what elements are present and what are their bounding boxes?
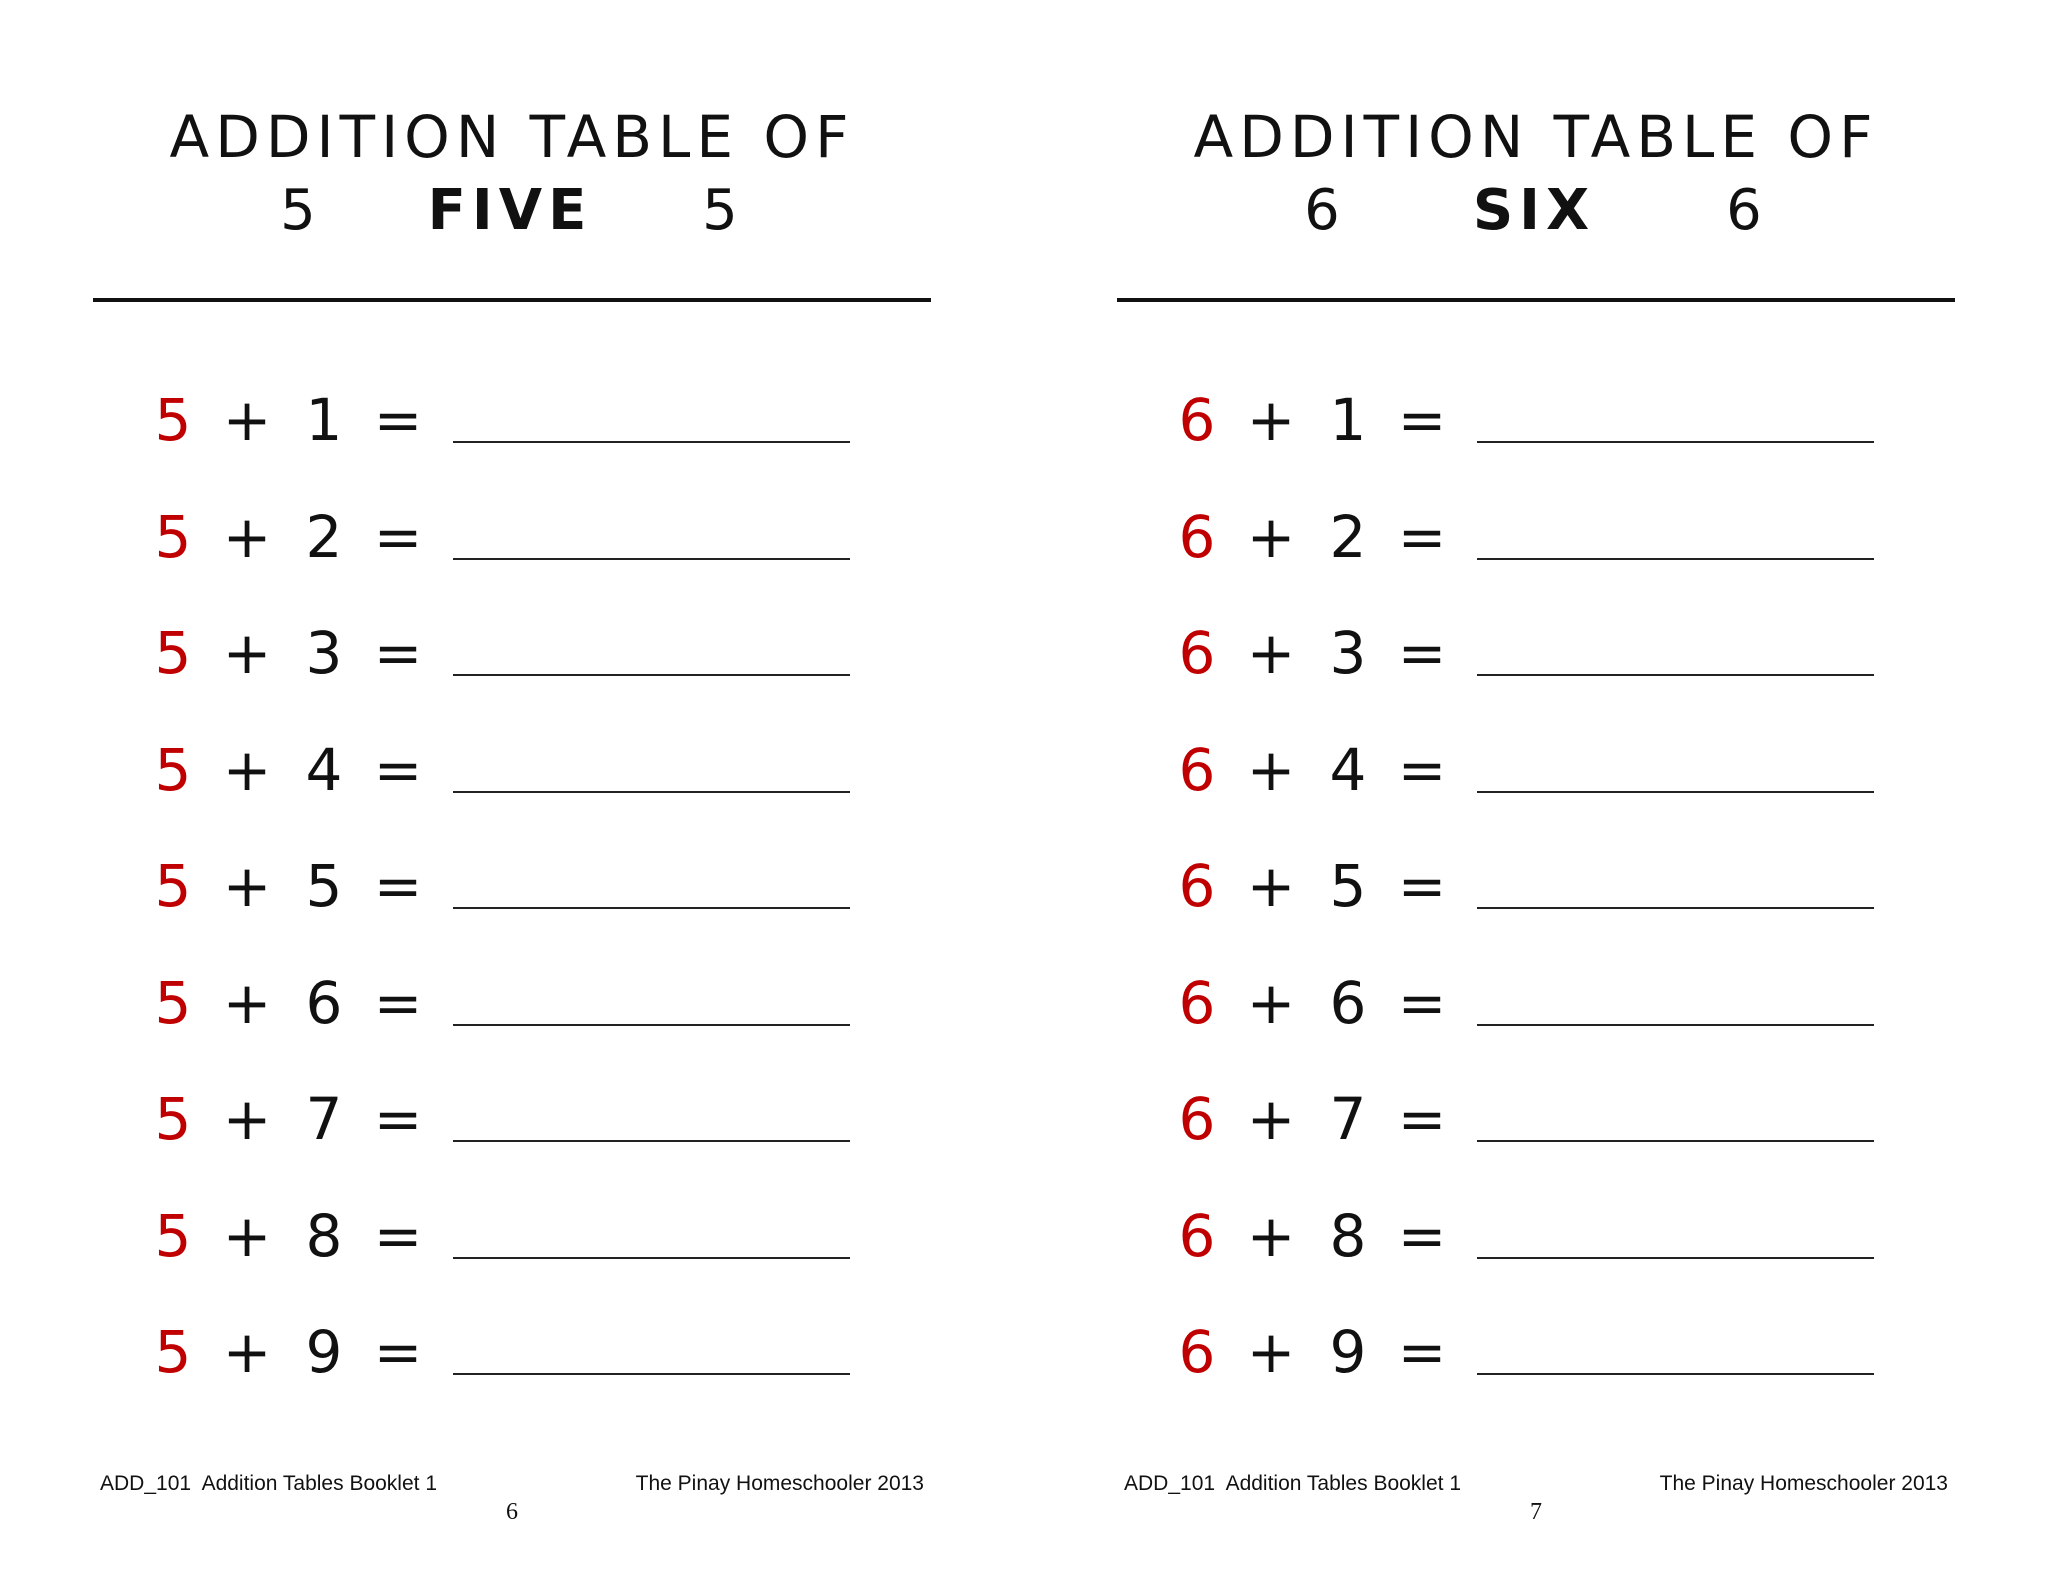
equals-sign: = <box>373 1201 423 1270</box>
equation-row <box>1024 492 2048 582</box>
page-number: 6 <box>506 1499 518 1525</box>
answer-blank[interactable] <box>453 1140 850 1142</box>
base-digit: 6 <box>1178 386 1216 454</box>
heading-number-right: 6 <box>1726 178 1762 243</box>
answer-blank[interactable] <box>1477 907 1874 909</box>
plus-sign: + <box>222 968 272 1037</box>
addend-digit: 2 <box>1329 502 1367 571</box>
plus-sign: + <box>1246 1318 1296 1386</box>
answer-blank[interactable] <box>453 1257 850 1259</box>
equals-sign: = <box>373 968 423 1037</box>
page-number: 7 <box>1530 1499 1542 1525</box>
heading-number-left: 5 <box>280 178 316 243</box>
answer-blank[interactable] <box>453 1024 850 1026</box>
plus-sign: + <box>222 502 272 571</box>
base-digit: 6 <box>1178 1201 1216 1270</box>
equals-sign: = <box>373 386 423 454</box>
addend-digit: 5 <box>305 852 343 920</box>
equation-row <box>1024 375 2048 465</box>
footer-booklet-label: ADD_101 Addition Tables Booklet 1 <box>1124 1472 1462 1495</box>
equals-sign: = <box>1397 1085 1447 1153</box>
addend-digit: 6 <box>305 968 343 1037</box>
plus-sign: + <box>222 1085 272 1153</box>
equation-row <box>0 375 1024 465</box>
answer-blank[interactable] <box>453 791 850 793</box>
answer-blank[interactable] <box>1477 441 1874 443</box>
plus-sign: + <box>222 852 272 920</box>
plus-sign: + <box>222 619 272 687</box>
base-digit: 6 <box>1178 1085 1216 1153</box>
footer-publisher: The Pinay Homeschooler 2013 <box>1659 1472 1948 1495</box>
plus-sign: + <box>1246 1085 1296 1153</box>
addend-digit: 9 <box>1329 1318 1367 1386</box>
heading-number-right: 5 <box>702 178 738 243</box>
base-digit: 5 <box>154 386 192 454</box>
equation-row <box>0 1074 1024 1164</box>
base-digit: 5 <box>154 1318 192 1386</box>
addend-digit: 7 <box>1329 1085 1367 1153</box>
heading-divider <box>93 298 931 302</box>
equals-sign: = <box>373 735 423 804</box>
equals-sign: = <box>1397 619 1447 687</box>
equals-sign: = <box>1397 1318 1447 1386</box>
plus-sign: + <box>1246 852 1296 920</box>
equation-row <box>0 841 1024 931</box>
heading-number-word: SIX <box>1472 178 1596 243</box>
base-digit: 6 <box>1178 968 1216 1037</box>
plus-sign: + <box>1246 502 1296 571</box>
equation-row <box>1024 1074 2048 1164</box>
addend-digit: 5 <box>1329 852 1367 920</box>
equals-sign: = <box>1397 1201 1447 1270</box>
plus-sign: + <box>1246 386 1296 454</box>
equation-row <box>1024 958 2048 1048</box>
equation-row <box>1024 1191 2048 1281</box>
base-digit: 6 <box>1178 502 1216 571</box>
addend-digit: 8 <box>1329 1201 1367 1270</box>
answer-blank[interactable] <box>1477 1024 1874 1026</box>
plus-sign: + <box>1246 968 1296 1037</box>
answer-blank[interactable] <box>453 1373 850 1375</box>
page-title: ADDITION TABLE OF <box>1193 103 1879 171</box>
heading-number-word: FIVE <box>427 178 593 243</box>
addend-digit: 3 <box>1329 619 1367 687</box>
base-digit: 5 <box>154 1201 192 1270</box>
answer-blank[interactable] <box>1477 791 1874 793</box>
answer-blank[interactable] <box>1477 1257 1874 1259</box>
addend-digit: 6 <box>1329 968 1367 1037</box>
base-digit: 5 <box>154 502 192 571</box>
base-digit: 5 <box>154 968 192 1037</box>
worksheet-page-right <box>1024 0 2048 1582</box>
plus-sign: + <box>1246 619 1296 687</box>
plus-sign: + <box>222 1318 272 1386</box>
page-title: ADDITION TABLE OF <box>169 103 855 171</box>
base-digit: 5 <box>154 1085 192 1153</box>
equation-row <box>0 608 1024 698</box>
heading-number-left: 6 <box>1304 178 1340 243</box>
equation-row <box>1024 1307 2048 1397</box>
addend-digit: 4 <box>305 735 343 804</box>
answer-blank[interactable] <box>1477 1373 1874 1375</box>
answer-blank[interactable] <box>453 558 850 560</box>
equals-sign: = <box>373 1318 423 1386</box>
equals-sign: = <box>1397 502 1447 571</box>
equation-row <box>0 1191 1024 1281</box>
equals-sign: = <box>373 1085 423 1153</box>
equation-row <box>1024 608 2048 698</box>
equation-row <box>0 958 1024 1048</box>
answer-blank[interactable] <box>1477 1140 1874 1142</box>
answer-blank[interactable] <box>453 907 850 909</box>
equation-row <box>0 1307 1024 1397</box>
equation-row <box>1024 725 2048 815</box>
equation-row <box>0 725 1024 815</box>
plus-sign: + <box>222 735 272 804</box>
addend-digit: 3 <box>305 619 343 687</box>
addend-digit: 1 <box>1329 386 1367 454</box>
equals-sign: = <box>1397 735 1447 804</box>
addend-digit: 8 <box>305 1201 343 1270</box>
equals-sign: = <box>373 852 423 920</box>
equation-row <box>0 492 1024 582</box>
addend-digit: 9 <box>305 1318 343 1386</box>
equation-row <box>1024 841 2048 931</box>
plus-sign: + <box>222 1201 272 1270</box>
equals-sign: = <box>1397 852 1447 920</box>
base-digit: 5 <box>154 619 192 687</box>
equals-sign: = <box>1397 386 1447 454</box>
equals-sign: = <box>373 619 423 687</box>
addend-digit: 2 <box>305 502 343 571</box>
base-digit: 5 <box>154 735 192 804</box>
base-digit: 6 <box>1178 619 1216 687</box>
heading-divider <box>1117 298 1955 302</box>
answer-blank[interactable] <box>1477 558 1874 560</box>
answer-blank[interactable] <box>453 674 850 676</box>
base-digit: 6 <box>1178 852 1216 920</box>
footer-booklet-label: ADD_101 Addition Tables Booklet 1 <box>100 1472 438 1495</box>
addend-digit: 1 <box>305 386 343 454</box>
equals-sign: = <box>373 502 423 571</box>
plus-sign: + <box>1246 1201 1296 1270</box>
answer-blank[interactable] <box>1477 674 1874 676</box>
base-digit: 6 <box>1178 1318 1216 1386</box>
addend-digit: 7 <box>305 1085 343 1153</box>
plus-sign: + <box>222 386 272 454</box>
base-digit: 5 <box>154 852 192 920</box>
equals-sign: = <box>1397 968 1447 1037</box>
addend-digit: 4 <box>1329 735 1367 804</box>
base-digit: 6 <box>1178 735 1216 804</box>
footer-publisher: The Pinay Homeschooler 2013 <box>635 1472 924 1495</box>
answer-blank[interactable] <box>453 441 850 443</box>
plus-sign: + <box>1246 735 1296 804</box>
